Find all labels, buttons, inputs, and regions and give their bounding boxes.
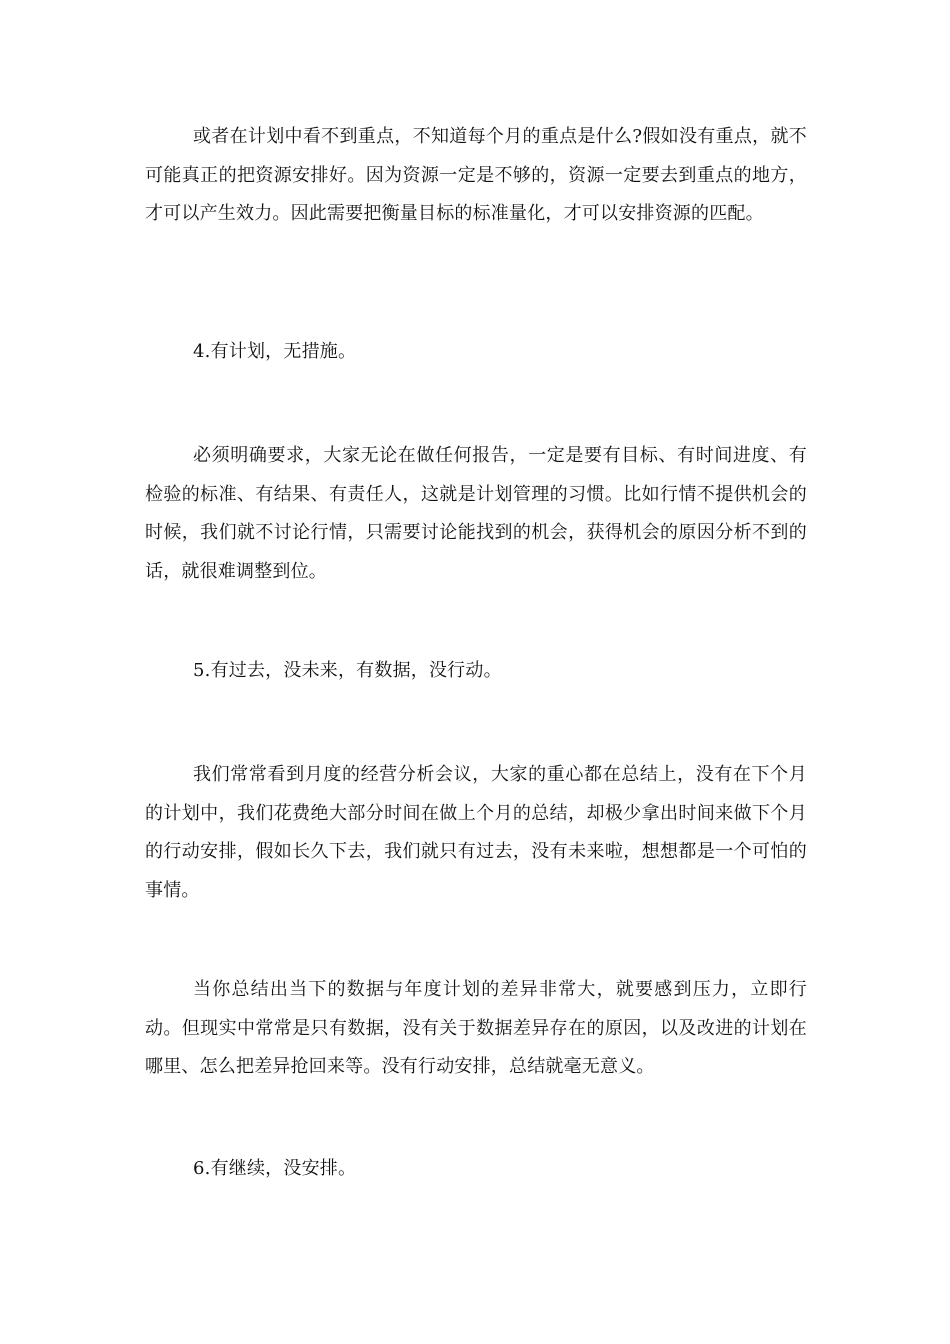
- section-heading-4: 4.有计划，无措施。: [193, 341, 357, 362]
- paragraph-data-action: 当你总结出当下的数据与年度计划的差异非常大，就要感到压力，立即行动。但现实中常常是只有数据，没有关于数据差异存在的原因，以及改进的计划在哪里、怎么把差异抢回来等。没有行动安排，总结就毫无意义。: [145, 979, 807, 1077]
- paragraph-monthly-meeting: 我们常常看到月度的经营分析会议，大家的重心都在总结上，没有在下个月的计划中，我们花费绝大部分时间在做上个月的总结，却极少拿出时间来做下个月的行动安排，假如长久下去，我们就只有过去，没有未来啦，想想都是一个可怕的事情。: [145, 764, 807, 901]
- paragraph-plan-requirements: 必须明确要求，大家无论在做任何报告，一定是要有目标、有时间进度、有检验的标准、有结果、有责任人，这就是计划管理的习惯。比如行情不提供机会的时候，我们就不讨论行情，只需要讨论能找到的机会，获得机会的原因分析不到的话，就很难调整到位。: [145, 445, 807, 582]
- section-heading-5: 5.有过去，没未来，有数据，没行动。: [193, 660, 502, 681]
- paragraph-resource-focus: 或者在计划中看不到重点，不知道每个月的重点是什么?假如没有重点，就不可能真正的把资源安排好。因为资源一定是不够的，资源一定要去到重点的地方，才可以产生效力。因此需要把衡量目标的标准量化，才可以安排资源的匹配。: [145, 126, 807, 224]
- section-heading-6: 6.有继续，没安排。: [193, 1158, 357, 1179]
